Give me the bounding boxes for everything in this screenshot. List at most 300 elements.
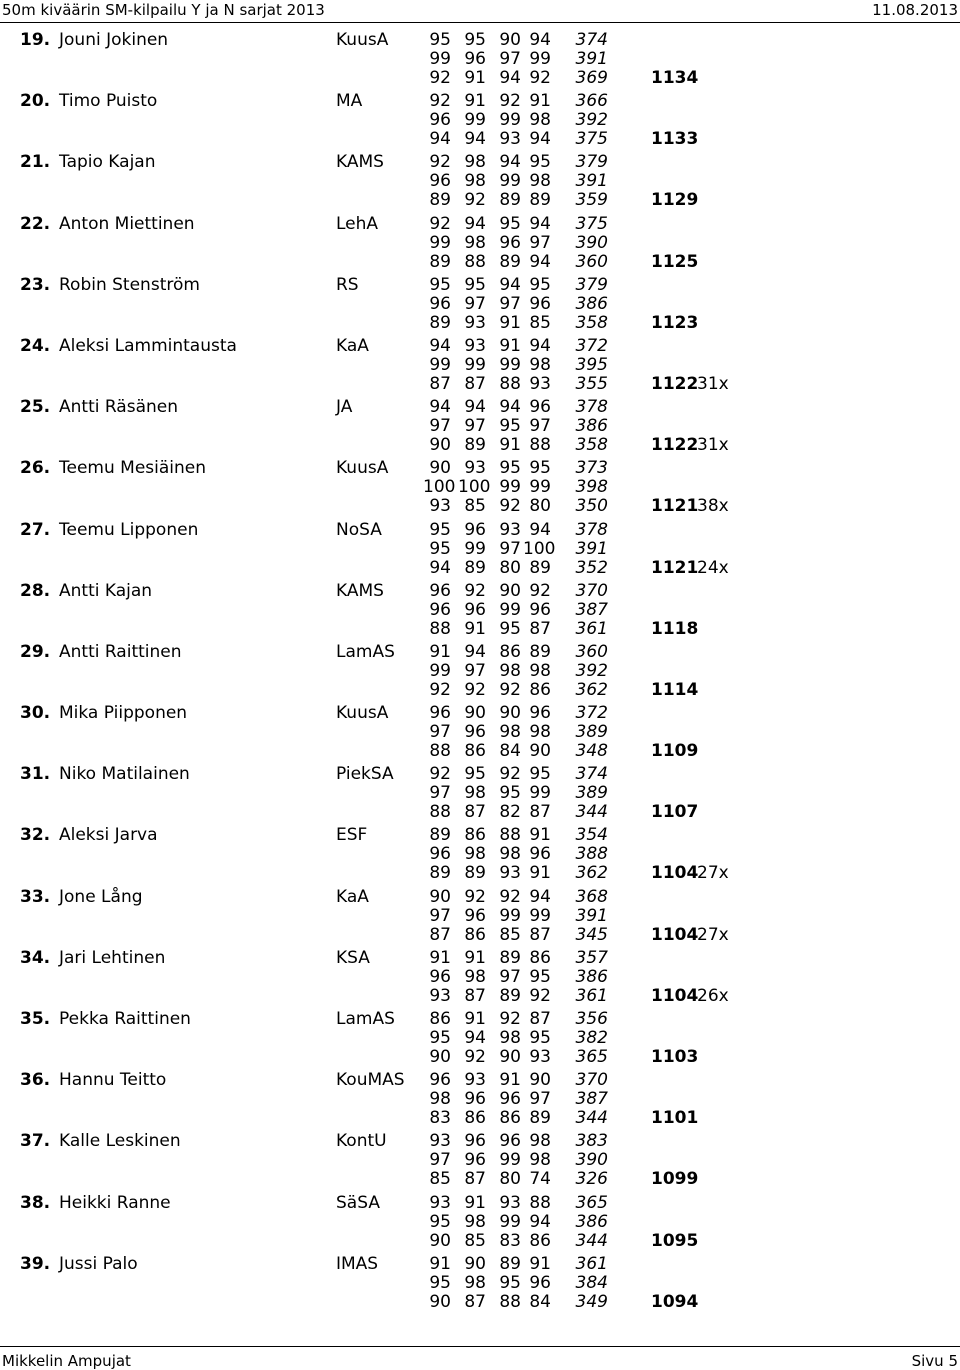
- series-row: [0, 1292, 960, 1312]
- series-score: 87: [529, 802, 551, 823]
- series-row: [0, 1089, 960, 1109]
- total-score: 1122: [651, 373, 699, 394]
- result-entry: [0, 336, 960, 397]
- total-score: 1094: [651, 1291, 699, 1312]
- series-score: 94: [529, 129, 551, 150]
- subtotal: 366: [575, 91, 608, 112]
- subtotal: 355: [575, 373, 608, 394]
- series-score: 93: [429, 1131, 451, 1152]
- series-row: [0, 1150, 960, 1170]
- subtotal: 365: [575, 1047, 608, 1067]
- series-score: 96: [464, 1150, 486, 1171]
- subtotal: 365: [575, 1192, 608, 1213]
- series-score: 96: [529, 599, 551, 620]
- subtotal: 391: [575, 538, 608, 559]
- series-score: 96: [464, 1089, 486, 1110]
- series-row: [0, 374, 960, 394]
- series-row: [0, 477, 960, 497]
- subtotal: 389: [575, 722, 608, 743]
- series-score: 100: [423, 477, 456, 498]
- series-score: 95: [429, 519, 451, 540]
- total-score: 1118: [651, 618, 699, 639]
- series-score: 99: [529, 49, 551, 69]
- series-score: 91: [429, 947, 451, 968]
- series-score: 89: [429, 190, 451, 211]
- series-row: [0, 416, 960, 436]
- series-score: 98: [464, 232, 486, 253]
- series-row: [0, 680, 960, 700]
- series-score: 99: [529, 477, 551, 498]
- subtotal: 387: [575, 599, 608, 620]
- series-score: 90: [529, 741, 551, 762]
- series-score: 85: [464, 496, 486, 517]
- subtotal: 359: [575, 190, 608, 211]
- series-row: [0, 458, 960, 478]
- series-score: 92: [464, 1047, 486, 1067]
- series-row: [0, 435, 960, 455]
- series-row: [0, 1231, 960, 1251]
- subtotal: 358: [575, 435, 608, 456]
- subtotal: 354: [575, 825, 608, 846]
- shooter-name: Teemu Mesiäinen: [59, 458, 207, 479]
- series-score: 95: [529, 152, 551, 173]
- rank: 22.: [20, 213, 51, 234]
- series-score: 94: [464, 397, 486, 418]
- series-score: 86: [499, 1108, 521, 1129]
- series-score: 88: [499, 373, 521, 394]
- club: KSA: [336, 947, 370, 968]
- subtotal: 379: [575, 152, 608, 173]
- series-row: [0, 91, 960, 111]
- series-score: 88: [429, 741, 451, 762]
- series-score: 95: [499, 213, 521, 234]
- series-row: [0, 1169, 960, 1189]
- club: KuusA: [336, 703, 389, 724]
- series-row: [0, 986, 960, 1006]
- series-row: [0, 496, 960, 516]
- series-score: 97: [529, 416, 551, 437]
- shooter-name: Mika Piipponen: [59, 703, 188, 724]
- subtotal: 349: [575, 1291, 608, 1312]
- series-score: 86: [529, 947, 551, 968]
- series-score: 97: [429, 722, 451, 743]
- inner-tens: 31x: [697, 373, 729, 394]
- series-score: 88: [529, 435, 551, 456]
- series-score: 94: [529, 519, 551, 540]
- series-row: [0, 887, 960, 907]
- result-entry: [0, 581, 960, 642]
- result-entry: [0, 275, 960, 336]
- series-score: 87: [529, 1009, 551, 1029]
- subtotal: 388: [575, 844, 608, 865]
- series-score: 92: [429, 213, 451, 234]
- series-row: [0, 783, 960, 803]
- series-row: [0, 703, 960, 723]
- series-score: 99: [529, 905, 551, 926]
- subtotal: 345: [575, 924, 608, 945]
- subtotal: 352: [575, 557, 608, 578]
- page-footer: [0, 1346, 960, 1370]
- series-row: [0, 539, 960, 559]
- result-entry: [0, 152, 960, 213]
- club: MA: [336, 91, 363, 112]
- result-entry: [0, 764, 960, 825]
- series-score: 85: [499, 924, 521, 945]
- series-score: 94: [529, 886, 551, 907]
- series-score: 90: [429, 1230, 451, 1251]
- club: LamAS: [336, 641, 395, 662]
- series-row: [0, 171, 960, 191]
- series-score: 92: [499, 1009, 521, 1029]
- series-score: 99: [429, 354, 451, 375]
- subtotal: 391: [575, 171, 608, 192]
- series-score: 91: [499, 335, 521, 356]
- club: KontU: [336, 1131, 387, 1152]
- series-score: 97: [529, 1089, 551, 1110]
- subtotal: 387: [575, 1089, 608, 1110]
- series-score: 82: [499, 802, 521, 823]
- series-row: [0, 313, 960, 333]
- page-header: [0, 0, 960, 23]
- series-row: [0, 581, 960, 601]
- inner-tens: 27x: [697, 924, 729, 945]
- series-score: 93: [429, 1192, 451, 1213]
- series-score: 98: [499, 660, 521, 681]
- series-score: 91: [499, 312, 521, 333]
- series-score: 90: [429, 435, 451, 456]
- shooter-name: Niko Matilainen: [59, 764, 190, 785]
- series-score: 91: [464, 1009, 486, 1029]
- series-score: 96: [464, 722, 486, 743]
- series-score: 99: [429, 49, 451, 69]
- subtotal: 386: [575, 1211, 608, 1232]
- series-score: 96: [429, 844, 451, 865]
- series-score: 92: [429, 152, 451, 173]
- series-score: 89: [464, 435, 486, 456]
- result-entry: [0, 948, 960, 1009]
- series-score: 97: [429, 783, 451, 804]
- series-score: 80: [499, 557, 521, 578]
- club: RS: [336, 274, 359, 295]
- series-score: 92: [464, 190, 486, 211]
- series-score: 95: [499, 1272, 521, 1293]
- series-score: 83: [429, 1108, 451, 1129]
- series-score: 87: [429, 373, 451, 394]
- series-score: 96: [429, 703, 451, 724]
- series-score: 87: [429, 924, 451, 945]
- series-score: 99: [464, 354, 486, 375]
- subtotal: 350: [575, 496, 608, 517]
- series-score: 91: [499, 435, 521, 456]
- series-score: 92: [499, 91, 521, 112]
- subtotal: 344: [575, 1230, 608, 1251]
- total-score: 1104: [651, 863, 699, 884]
- subtotal: 392: [575, 660, 608, 681]
- shooter-name: Timo Puisto: [59, 91, 158, 112]
- rank: 34.: [20, 947, 51, 968]
- organizer-name: Mikkelin Ampujat: [2, 1352, 131, 1370]
- series-score: 89: [464, 557, 486, 578]
- rank: 29.: [20, 641, 51, 662]
- result-entry: [0, 520, 960, 581]
- series-row: [0, 906, 960, 926]
- series-score: 98: [429, 1089, 451, 1110]
- result-entry: [0, 1254, 960, 1315]
- series-score: 92: [429, 679, 451, 700]
- series-score: 94: [429, 335, 451, 356]
- series-score: 85: [529, 312, 551, 333]
- shooter-name: Jouni Jokinen: [59, 30, 169, 50]
- series-row: [0, 925, 960, 945]
- rank: 26.: [20, 458, 51, 479]
- total-score: 1101: [651, 1108, 699, 1129]
- series-row: [0, 30, 960, 50]
- series-score: 97: [499, 293, 521, 314]
- club: SäSA: [336, 1192, 380, 1213]
- subtotal: 361: [575, 618, 608, 639]
- series-score: 89: [464, 863, 486, 884]
- series-row: [0, 558, 960, 578]
- series-score: 91: [529, 91, 551, 112]
- series-row: [0, 294, 960, 314]
- series-row: [0, 1193, 960, 1213]
- series-row: [0, 68, 960, 88]
- series-score: 93: [499, 863, 521, 884]
- series-score: 92: [499, 886, 521, 907]
- series-row: [0, 844, 960, 864]
- series-score: 92: [529, 985, 551, 1006]
- series-row: [0, 233, 960, 253]
- total-score: 1109: [651, 741, 699, 762]
- series-score: 99: [464, 110, 486, 131]
- inner-tens: 31x: [697, 435, 729, 456]
- series-row: [0, 619, 960, 639]
- subtotal: 382: [575, 1028, 608, 1048]
- subtotal: 378: [575, 519, 608, 540]
- series-row: [0, 1131, 960, 1151]
- series-score: 96: [499, 232, 521, 253]
- series-score: 98: [464, 1211, 486, 1232]
- total-score: 1114: [651, 679, 699, 700]
- shooter-name: Antti Raittinen: [59, 641, 182, 662]
- shooter-name: Teemu Lipponen: [59, 519, 199, 540]
- series-score: 95: [529, 764, 551, 785]
- club: KaA: [336, 335, 369, 356]
- page-number: Sivu 5: [911, 1352, 958, 1370]
- series-score: 84: [499, 741, 521, 762]
- rank: 32.: [20, 825, 51, 846]
- series-score: 89: [429, 312, 451, 333]
- subtotal: 373: [575, 458, 608, 479]
- series-score: 96: [429, 580, 451, 601]
- subtotal: 360: [575, 251, 608, 272]
- inner-tens: 24x: [697, 557, 729, 578]
- series-row: [0, 1108, 960, 1128]
- series-score: 87: [529, 924, 551, 945]
- series-score: 91: [464, 618, 486, 639]
- series-score: 97: [429, 1150, 451, 1171]
- series-score: 89: [529, 641, 551, 662]
- rank: 31.: [20, 764, 51, 785]
- series-score: 94: [464, 129, 486, 150]
- series-score: 94: [499, 68, 521, 88]
- shooter-name: Hannu Teitto: [59, 1070, 167, 1091]
- series-score: 96: [429, 966, 451, 987]
- shooter-name: Jari Lehtinen: [59, 947, 166, 968]
- subtotal: 369: [575, 68, 608, 88]
- total-score: 1121: [651, 496, 699, 517]
- series-score: 80: [499, 1169, 521, 1190]
- series-score: 94: [529, 1211, 551, 1232]
- series-score: 91: [529, 863, 551, 884]
- series-score: 93: [529, 373, 551, 394]
- total-score: 1099: [651, 1169, 699, 1190]
- club: ESF: [336, 825, 368, 846]
- series-score: 98: [529, 110, 551, 131]
- club: IMAS: [336, 1253, 379, 1274]
- result-entry: [0, 1070, 960, 1131]
- series-score: 97: [529, 232, 551, 253]
- rank: 25.: [20, 397, 51, 418]
- series-row: [0, 129, 960, 149]
- series-score: 96: [429, 293, 451, 314]
- series-score: 95: [529, 966, 551, 987]
- rank: 33.: [20, 886, 51, 907]
- subtotal: 391: [575, 49, 608, 69]
- series-row: [0, 190, 960, 210]
- series-score: 93: [464, 458, 486, 479]
- rank: 27.: [20, 519, 51, 540]
- rank: 30.: [20, 703, 51, 724]
- series-row: [0, 49, 960, 69]
- subtotal: 370: [575, 580, 608, 601]
- series-score: 93: [429, 985, 451, 1006]
- series-score: 90: [499, 580, 521, 601]
- series-score: 86: [529, 679, 551, 700]
- series-score: 99: [499, 599, 521, 620]
- result-entry: [0, 887, 960, 948]
- series-score: 95: [429, 274, 451, 295]
- club: LehA: [336, 213, 379, 234]
- rank: 28.: [20, 580, 51, 601]
- series-row: [0, 948, 960, 968]
- series-score: 99: [499, 354, 521, 375]
- inner-tens: 38x: [697, 496, 729, 517]
- subtotal: 398: [575, 477, 608, 498]
- series-row: [0, 1254, 960, 1274]
- series-score: 89: [429, 825, 451, 846]
- subtotal: 389: [575, 783, 608, 804]
- series-row: [0, 355, 960, 375]
- shooter-name: Aleksi Lammintausta: [59, 335, 237, 356]
- series-score: 89: [499, 251, 521, 272]
- series-row: [0, 1273, 960, 1293]
- series-score: 89: [429, 863, 451, 884]
- series-score: 95: [429, 1211, 451, 1232]
- series-score: 89: [499, 1253, 521, 1274]
- series-score: 86: [464, 825, 486, 846]
- subtotal: 326: [575, 1169, 608, 1190]
- series-score: 92: [429, 764, 451, 785]
- series-score: 98: [499, 844, 521, 865]
- subtotal: 391: [575, 905, 608, 926]
- series-score: 99: [499, 1150, 521, 1171]
- subtotal: 395: [575, 354, 608, 375]
- result-entry: [0, 458, 960, 519]
- subtotal: 392: [575, 110, 608, 131]
- rank: 37.: [20, 1131, 51, 1152]
- series-score: 90: [499, 703, 521, 724]
- competition-date: 11.08.2013: [872, 1, 958, 19]
- shooter-name: Antti Räsänen: [59, 397, 178, 418]
- club: KAMS: [336, 580, 384, 601]
- rank: 23.: [20, 274, 51, 295]
- series-score: 97: [429, 905, 451, 926]
- series-score: 98: [529, 171, 551, 192]
- shooter-name: Anton Miettinen: [59, 213, 195, 234]
- series-row: [0, 722, 960, 742]
- series-score: 86: [464, 1108, 486, 1129]
- series-score: 95: [499, 618, 521, 639]
- club: KuusA: [336, 30, 389, 50]
- club: KaA: [336, 886, 369, 907]
- total-score: 1104: [651, 985, 699, 1006]
- series-score: 93: [499, 129, 521, 150]
- series-score: 84: [529, 1291, 551, 1312]
- result-entry: [0, 703, 960, 764]
- shooter-name: Kalle Leskinen: [59, 1131, 181, 1152]
- series-score: 96: [429, 599, 451, 620]
- series-score: 90: [429, 886, 451, 907]
- series-score: 96: [429, 171, 451, 192]
- subtotal: 372: [575, 335, 608, 356]
- series-score: 98: [529, 660, 551, 681]
- series-score: 87: [529, 618, 551, 639]
- series-row: [0, 1070, 960, 1090]
- shooter-name: Tapio Kajan: [59, 152, 156, 173]
- rank: 24.: [20, 335, 51, 356]
- series-score: 90: [429, 458, 451, 479]
- competition-title: 50m kiväärin SM-kilpailu Y ja N sarjat 2013: [2, 1, 325, 19]
- rank: 19.: [20, 30, 51, 50]
- club: KouMAS: [336, 1070, 405, 1091]
- total-score: 1103: [651, 1047, 699, 1067]
- series-score: 98: [499, 1028, 521, 1048]
- series-score: 95: [429, 1028, 451, 1048]
- result-entry: [0, 1193, 960, 1254]
- shooter-name: Jussi Palo: [59, 1253, 138, 1274]
- rank: 38.: [20, 1192, 51, 1213]
- series-score: 98: [529, 354, 551, 375]
- series-score: 96: [499, 1089, 521, 1110]
- series-score: 99: [499, 905, 521, 926]
- series-score: 90: [464, 1253, 486, 1274]
- series-score: 94: [464, 641, 486, 662]
- subtotal: 344: [575, 1108, 608, 1129]
- series-score: 98: [529, 722, 551, 743]
- series-score: 97: [464, 293, 486, 314]
- series-score: 96: [464, 519, 486, 540]
- series-score: 99: [499, 110, 521, 131]
- series-score: 96: [464, 599, 486, 620]
- total-score: 1129: [651, 190, 699, 211]
- series-score: 96: [499, 1131, 521, 1152]
- shooter-name: Robin Stenström: [59, 274, 200, 295]
- series-score: 91: [499, 1070, 521, 1091]
- series-score: 97: [499, 966, 521, 987]
- series-row: [0, 1028, 960, 1048]
- series-row: [0, 1212, 960, 1232]
